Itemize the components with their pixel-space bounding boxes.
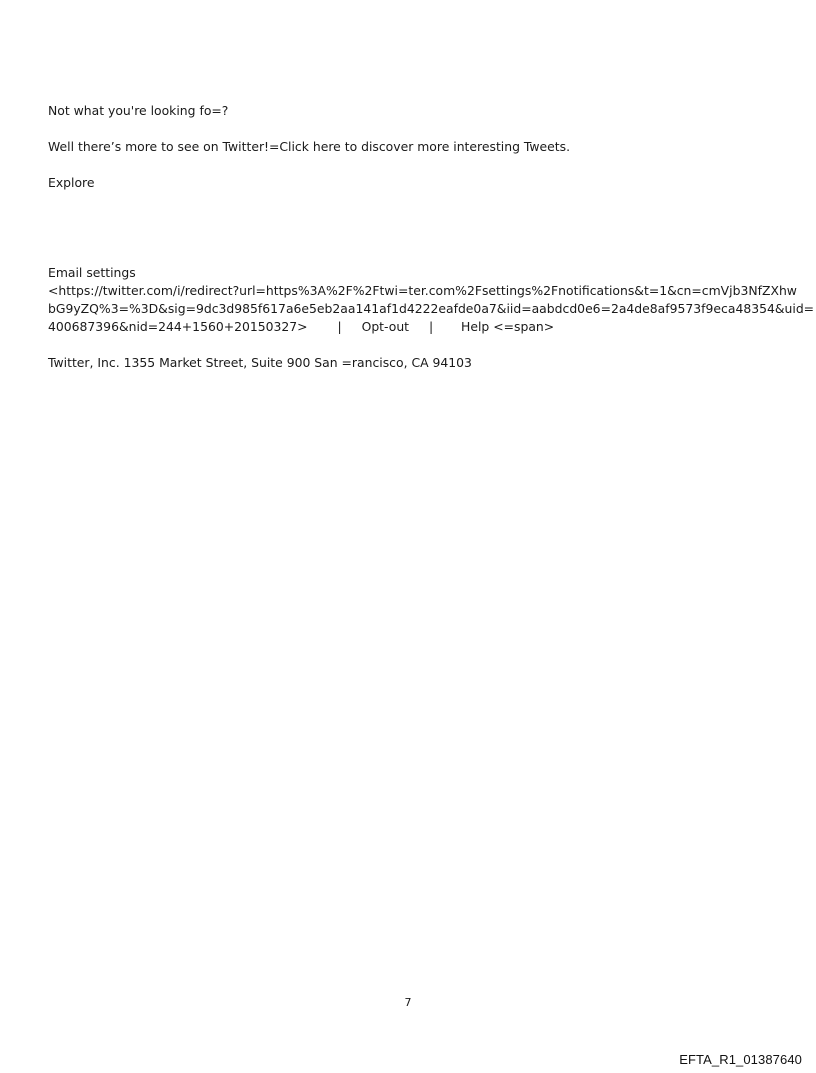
page-number: 7 (404, 996, 412, 1009)
more-to-see-promo-text: Well there’s more to see on Twitter!=Click here to discover more interesting Tweets. (48, 139, 571, 154)
email-settings-url-line-3: 400687396&nid=244+1560+20150327> (48, 319, 308, 334)
bates-stamp: EFTA_R1_01387640 (679, 1052, 802, 1067)
help-link[interactable]: Help <=span> (461, 319, 555, 334)
company-address: Twitter, Inc. 1355 Market Street, Suite 900 San =rancisco, CA 94103 (48, 355, 472, 370)
email-settings-url-line-1: <https://twitter.com/i/redirect?url=https%3A%2F%2Ftwi=ter.com%2Fsettings%2Fnotifications&t=1&cn=cmVjb3NfZXhw (48, 283, 797, 298)
footer-separator: | (337, 319, 342, 334)
explore-link[interactable]: Explore (48, 175, 95, 190)
footer-links-row (48, 318, 554, 336)
email-settings-label[interactable]: Email settings (48, 265, 136, 280)
not-looking-for-text: Not what you're looking fo=? (48, 103, 229, 118)
footer-separator: | (428, 319, 434, 334)
email-settings-url-line-2: bG9yZQ%3=%3D&sig=9dc3d985f617a6e5eb2aa141af1d4222eafde0a7&iid=aabdcd0e6=2a4de8af9573f9eca48354&uid= (48, 301, 815, 316)
opt-out-link[interactable]: Opt-out (361, 319, 410, 334)
